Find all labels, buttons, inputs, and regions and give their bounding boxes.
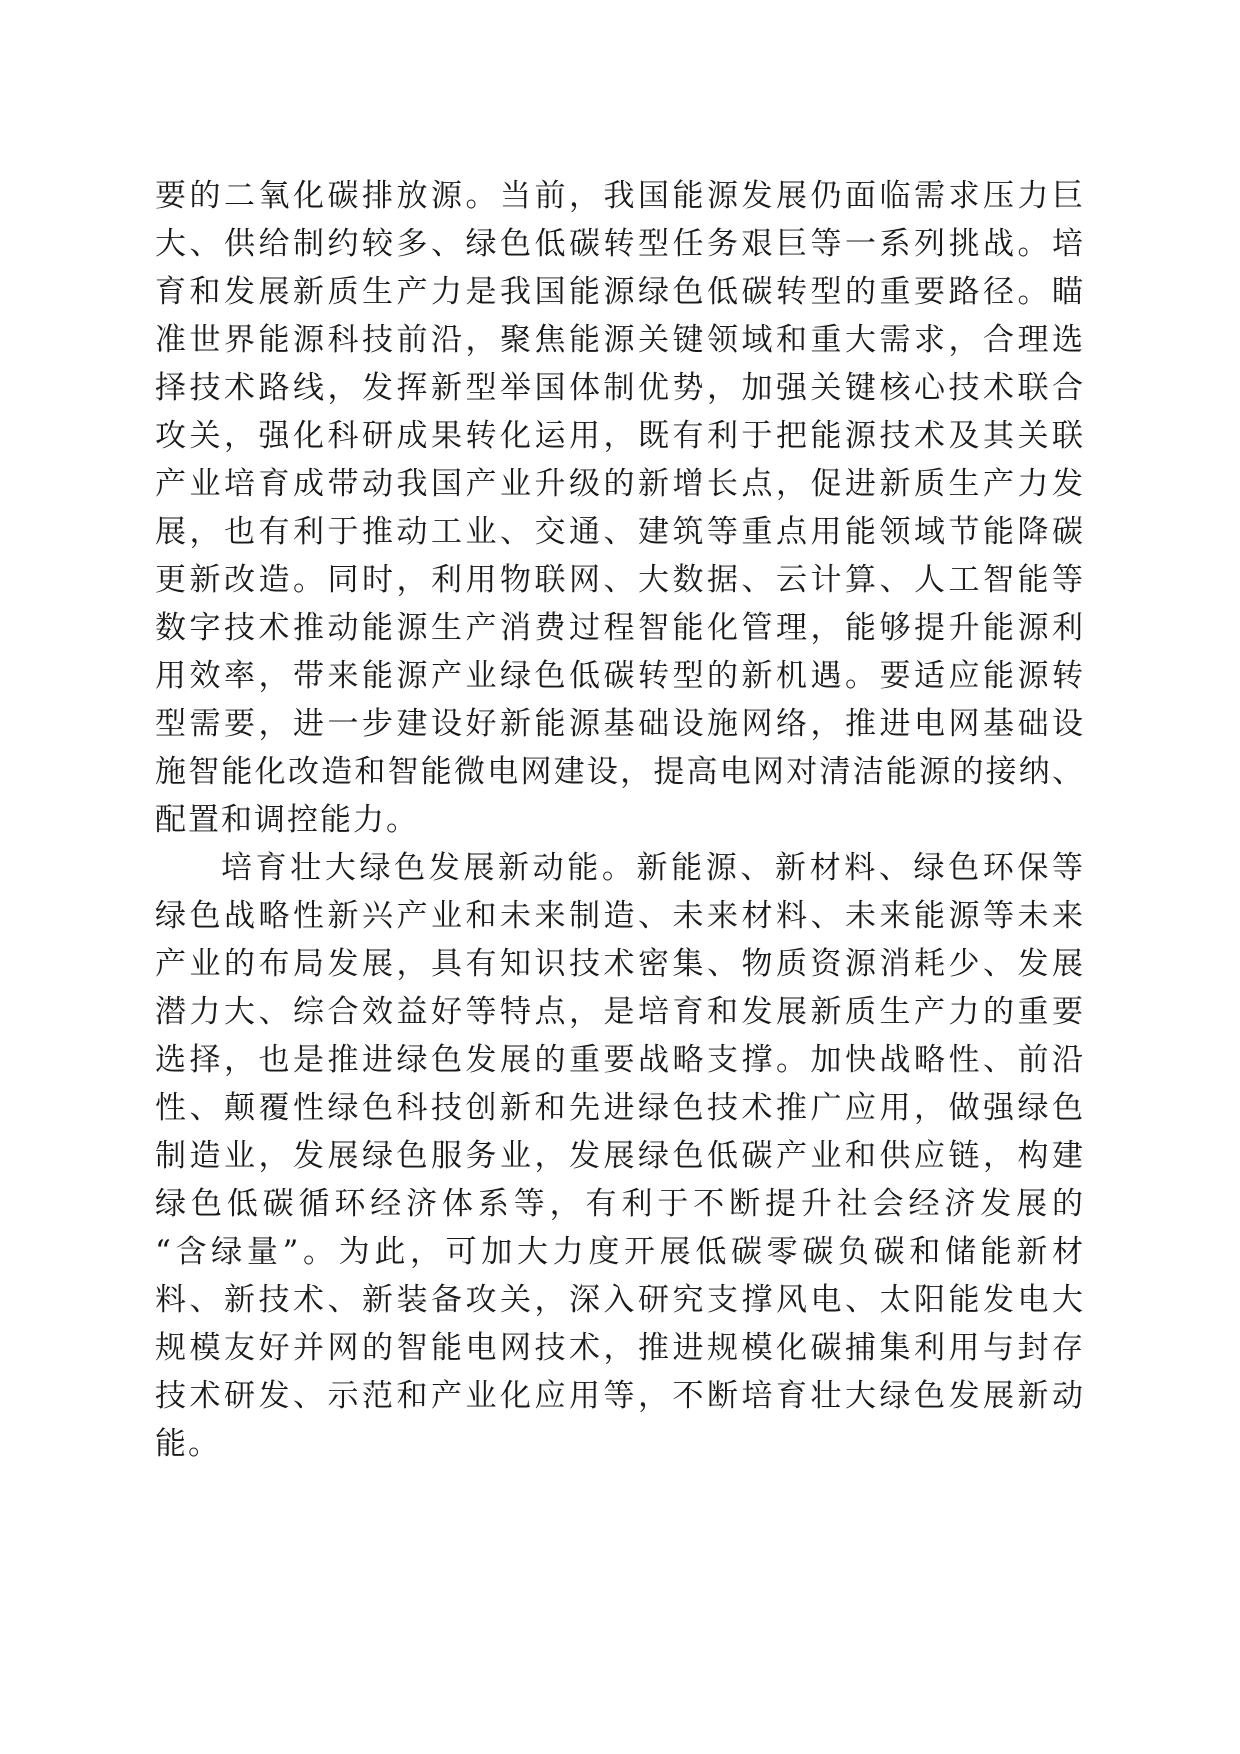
body-text [155, 172, 1085, 1468]
text-line: 施智能化改造和智能微电网建设，提高电网对清洁能源的接纳、 [155, 754, 1085, 790]
text-line: 技术研发、示范和产业化应用等，不断培育壮大绿色发展新动 [155, 1378, 1085, 1414]
text-line: 大、供给制约较多、绿色低碳转型任务艰巨等一系列挑战。培 [155, 226, 1085, 262]
text-line: 能。 [155, 1426, 221, 1462]
text-line: 型需要，进一步建设好新能源基础设施网络，推进电网基础设 [155, 706, 1085, 742]
text-line: 育和发展新质生产力是我国能源绿色低碳转型的重要路径。瞄 [155, 274, 1085, 310]
text-line: 料、新技术、新装备攻关，深入研究支撑风电、太阳能发电大 [155, 1282, 1085, 1318]
text-line: 攻关，强化科研成果转化运用，既有利于把能源技术及其关联 [155, 418, 1085, 454]
text-line: 配置和调控能力。 [155, 802, 419, 838]
paragraph-1 [155, 172, 1085, 844]
text-line: 准世界能源科技前沿，聚焦能源关键领域和重大需求，合理选 [155, 322, 1085, 358]
text-line: 用效率，带来能源产业绿色低碳转型的新机遇。要适应能源转 [155, 658, 1085, 694]
paragraph-2 [155, 844, 1085, 1468]
text-line: 更新改造。同时，利用物联网、大数据、云计算、人工智能等 [155, 562, 1085, 598]
text-line: 择技术路线，发挥新型举国体制优势，加强关键核心技术联合 [155, 370, 1085, 406]
text-line: 产业的布局发展，具有知识技术密集、物质资源消耗少、发展 [155, 946, 1085, 982]
text-line: 培育壮大绿色发展新动能。新能源、新材料、绿色环保等 [221, 850, 1085, 886]
text-line: 绿色战略性新兴产业和未来制造、未来材料、未来能源等未来 [155, 898, 1085, 934]
text-line: “含绿量”。为此，可加大力度开展低碳零碳负碳和储能新材 [155, 1234, 1085, 1270]
text-line: 性、颠覆性绿色科技创新和先进绿色技术推广应用，做强绿色 [155, 1090, 1085, 1126]
text-line: 潜力大、综合效益好等特点，是培育和发展新质生产力的重要 [155, 994, 1085, 1030]
text-line: 要的二氧化碳排放源。当前，我国能源发展仍面临需求压力巨 [155, 178, 1085, 214]
text-line: 产业培育成带动我国产业升级的新增长点，促进新质生产力发 [155, 466, 1085, 502]
text-line: 展，也有利于推动工业、交通、建筑等重点用能领域节能降碳 [155, 514, 1085, 550]
text-line: 制造业，发展绿色服务业，发展绿色低碳产业和供应链，构建 [155, 1138, 1085, 1174]
text-line: 选择，也是推进绿色发展的重要战略支撑。加快战略性、前沿 [155, 1042, 1085, 1078]
text-line: 绿色低碳循环经济体系等，有利于不断提升社会经济发展的 [155, 1186, 1085, 1222]
text-line: 数字技术推动能源生产消费过程智能化管理，能够提升能源利 [155, 610, 1085, 646]
text-line: 规模友好并网的智能电网技术，推进规模化碳捕集利用与封存 [155, 1330, 1085, 1366]
